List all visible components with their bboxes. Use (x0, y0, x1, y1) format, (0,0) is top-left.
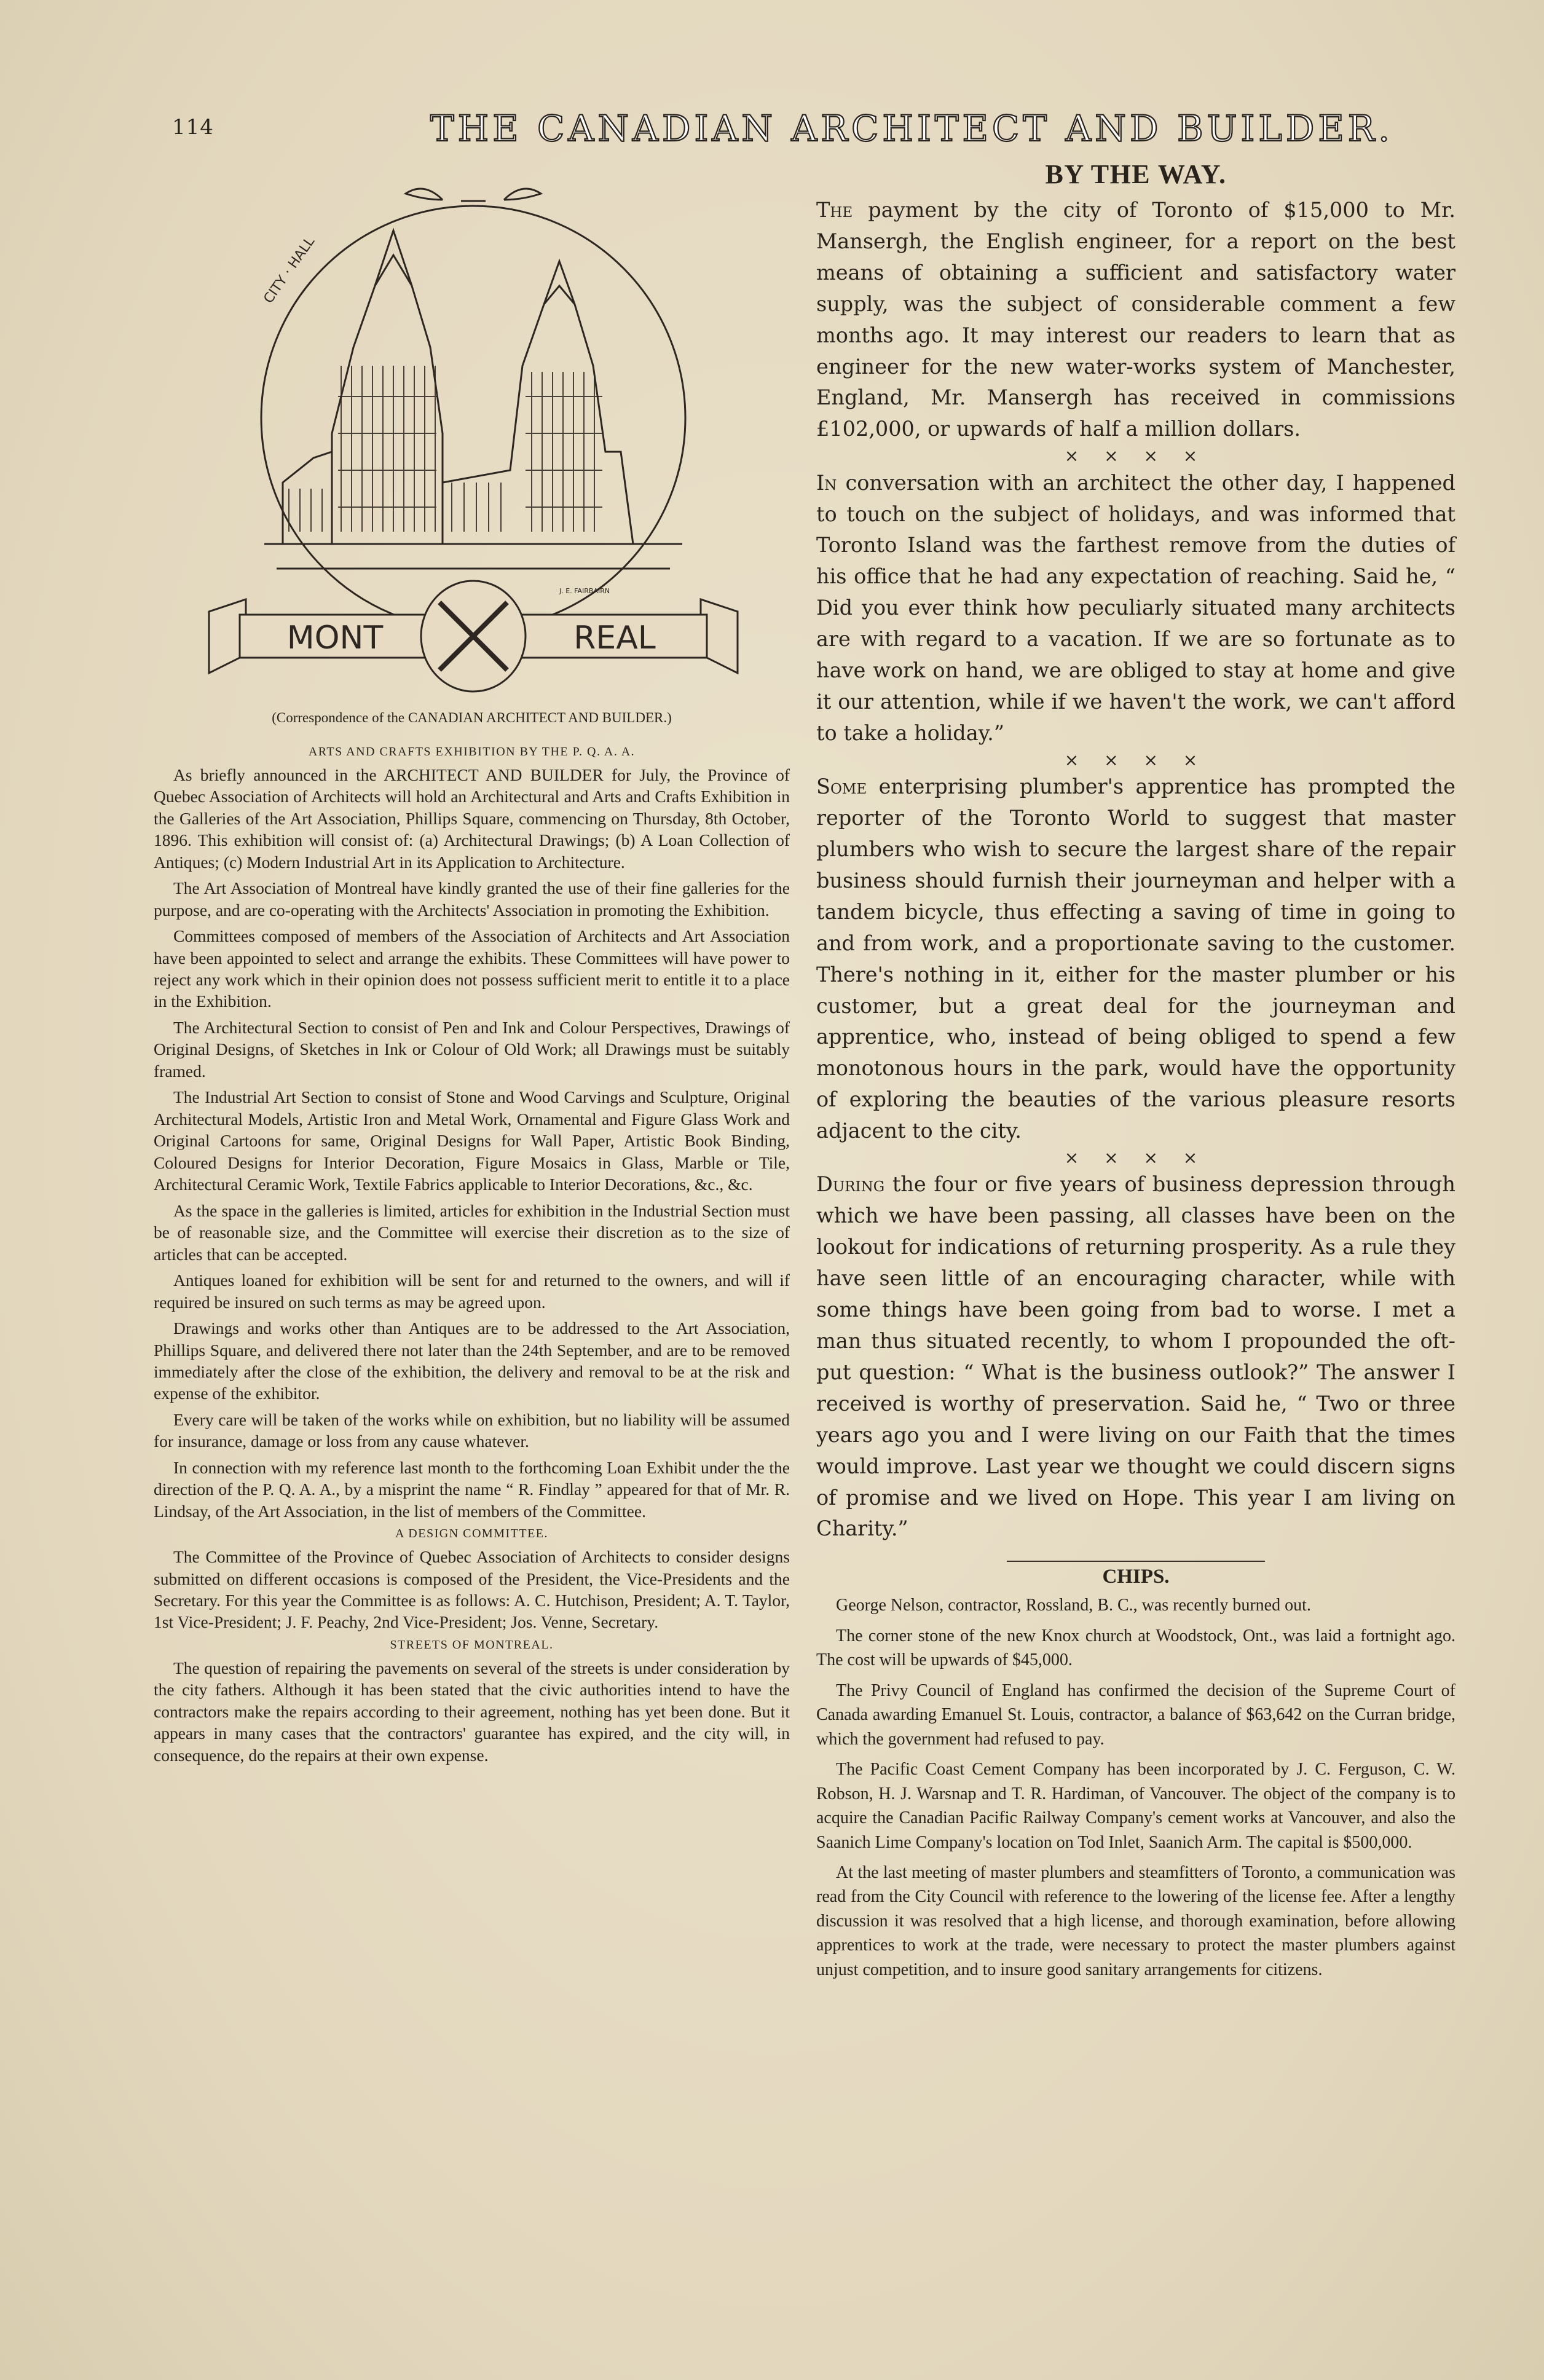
page-number: 114 (172, 115, 214, 140)
chip-item: The Privy Council of England has confirmed the decision of the Supreme Court of Canada awarding Emanuel St. Louis, contractor, a balance of $63,642 on the Curran bridge, which the government had refused to pay. (816, 1681, 1455, 1749)
chip-item: The corner stone of the new Knox church at Woodstock, Ont., was laid a fortnight ago. The cost will be upwards of $45,000. (816, 1626, 1455, 1670)
banner-left-text: MONT (286, 620, 384, 656)
right-column (816, 159, 1455, 2285)
lead-word: Some (816, 774, 867, 799)
left-article (154, 741, 790, 1770)
paragraph: The Committee of the Province of Quebec Association of Architects to consider designs submitted on different occasions is composed of the President, the Vice-Presidents and the Secretary. For this year the Committee is as follows: A. C. Hutchison, President; A. T. Taylor, 1st Vice-President; J. F. Peachy, 2nd Vice-President; Jos. Venne, Secretary. (154, 1547, 790, 1632)
chip-item: George Nelson, contractor, Rossland, B. C., was recently burned out. (836, 1596, 1311, 1615)
paragraph: The question of repairing the pavements on several of the streets is under consideration by the city fathers. Although it has been stated that the civic authorities intend to have the contractors make the repairs according to their agreement, nothing has yet been done. But it appears in many cases that the contractors' guarantee has expired, and the city will, in consequence, do the repairs at their own expense. (154, 1658, 790, 1765)
by-the-way-items (816, 195, 1455, 1545)
item-text: the four or five years of business depression through which we have been passing, all classes have been on the lookout for indications of returning prosperity. As a rule they have seen little of an encouraging character, while with some things have been going from bad to worse. I met a man thus situated recently, to whom I propounded the oft-put question: “ What is the business outlook?” The answer I received is worthy of preservation. Said he, “ Two or three years ago you and I were living on our Faith that the times would improve. Last year we thought we could discern signs of promise and we lived on Hope. This year I am living on Charity.” (816, 1172, 1455, 1541)
separator: × × × × (1064, 1148, 1208, 1168)
paragraph: Committees composed of members of the Association of Architects and Art Association have been appointed to select and arrange the exhibits. These Committees will have power to reject any work which in their opinion does not possess sufficient merit to entitle it to a place in the Exhibition. (154, 926, 790, 1011)
left-column (154, 163, 790, 2277)
lead-word: In (816, 470, 837, 495)
item-text: enterprising plumber's apprentice has prompted the reporter of the Toronto World to suggest that master plumbers who wish to secure the largest share of the repair business should furnish their journeyman and helper with a tandem bicycle, thus effecting a saving of time in going to and from work, and a proportionate saving to the customer. There's nothing in it, either for the master plumber or his customer, but a great deal for the journeyman and apprentice, who, instead of being obliged to spend a few monotonous hours in the park, would have the opportunity of exploring the beauties of the various pleasure resorts adjacent to the city. (816, 774, 1455, 1143)
paragraph: The Industrial Art Section to consist of Stone and Wood Carvings and Sculpture, Original Architectural Models, Artistic Iron and Metal Work, Ornamental and Figure Glass Work and Original Cartoons for same, Original Designs for Wall Paper, Artistic Book Binding, Coloured Designs for Interior Decoration, Figure Mosaics in Glass, Marble or Tile, Architectural Ceramic Work, Textile Fabrics applicable to Interior Decorations, &c., &c. (154, 1087, 790, 1194)
city-hall-illustration (191, 163, 756, 704)
editorial-item (816, 195, 1455, 445)
paragraph: Every care will be taken of the works while on exhibition, but no liability will be assumed for insurance, damage or loss from any cause whatever. (154, 1409, 790, 1451)
paragraph: The Architectural Section to consist of Pen and Ink and Colour Perspectives, Drawings of Original Designs, of Sketches in Ink or Colour of Old Work; all Drawings must be suitably framed. (154, 1017, 790, 1081)
section-heading: ARTS AND CRAFTS EXHIBITION BY THE P. Q. A. A. (308, 745, 636, 759)
page-header (172, 108, 1393, 151)
paragraph: The Art Association of Montreal have kindly granted the use of their fine galleries for the purpose, and are co-operating with the Architects' Association in promoting the Exhibition. (154, 878, 790, 920)
item-text: conversation with an architect the other day, I happened to touch on the subject of holidays, and was informed that Toronto Island was the farthest remove from the duties of his office that he had any expectation of reaching. Said he, “ Did you ever think how peculiarly situated many architects are with regard to a vacation. If we are so fortunate as to have work on hand, we are obliged to stay at home and give it our attention, while if we haven't the work, we can't afford to take a holiday.” (816, 470, 1455, 745)
separator: × × × × (1064, 446, 1208, 467)
divider (1007, 1561, 1265, 1562)
paragraph: In connection with my reference last month to the forthcoming Loan Exhibit under the the direction of the P. Q. A. A., by a misprint the name “ R. Findlay ” appeared for that of Mr. R. Lindsay, of the Art Association, in the list of members of the Committee. (154, 1457, 790, 1521)
paragraph: As the space in the galleries is limited, articles for exhibition in the Industrial Section must be of reasonable size, and the Committee will exercise their discretion as to the size of articles that can be accepted. (154, 1200, 790, 1264)
separator: × × × × (1064, 749, 1208, 770)
lead-word: The (816, 198, 853, 222)
editorial-item (816, 468, 1455, 749)
chip-item: The Pacific Coast Cement Company has been incorporated by J. C. Ferguson, C. W. Robson, H. J. Warsnap and T. R. Hardiman, of Vancouver. The object of the company is to acquire the Canadian Pacific Railway Company's cement works at Vancouver, and also the Saanich Lime Company's location on Tod Inlet, Saanich Arm. The capital is $500,000. (816, 1760, 1455, 1852)
lead-word: During (816, 1172, 885, 1197)
arc-label: CITY · HALL (261, 234, 318, 307)
paragraph: Antiques loaned for exhibition will be sent for and returned to the owners, and will if required be insured on such terms as may be agreed upon. (154, 1271, 790, 1312)
artist-signature: J. E. FAIRBAIRN (559, 587, 610, 595)
chip-item: At the last meeting of master plumbers and steamfitters of Toronto, a communication was read from the City Council with reference to the lowering of the license fee. After a lengthy discussion it was resolved that a high license, and thorough examination, before allowing apprentices to work at the trade, were necessary to protect the master plumbers against unjust competition, and to insure good sanitary arrangements for citizens. (816, 1863, 1455, 1979)
editorial-item (816, 771, 1455, 1147)
section-heading: A DESIGN COMMITTEE. (395, 1527, 549, 1541)
section-heading: STREETS OF MONTREAL. (390, 1637, 554, 1652)
chips-title: CHIPS. (1102, 1566, 1170, 1588)
running-title: THE CANADIAN ARCHITECT AND BUILDER. (430, 108, 1393, 149)
paragraph: Drawings and works other than Antiques are to be addressed to the Art Association, Phillips Square, and delivered there not later than the 24th September, and are to be removed immediately after the close of the exhibition, the delivery and removal to be at the risk and expense of the exhibitor. (154, 1318, 790, 1403)
editorial-item (816, 1169, 1455, 1545)
paragraph: As briefly announced in the ARCHITECT AND BUILDER for July, the Province of Quebec Association of Architects will hold an Architectural and Arts and Crafts Exhibition in the Galleries of the Art Association, Phillips Square, commencing on Thursday, 8th October, 1896. This exhibition will consist of: (a) Architectural Drawings; (b) A Loan Collection of Antiques; (c) Modern Industrial Art in its Application to Architecture. (154, 765, 790, 872)
illustration-caption: (Correspondence of the CANADIAN ARCHITECT AND BUILDER.) (272, 710, 672, 725)
item-text: payment by the city of Toronto of $15,000 to Mr. Mansergh, the English engineer, for a report on the best means of obtaining a sufficient and satisfactory water supply, was the subject of considerable comment a few months ago. It may interest our readers to learn that as engineer for the new water-works system of Manchester, England, Mr. Mansergh has received in commissions £102,000, or upwards of half a million dollars. (816, 198, 1455, 441)
banner-right-text: REAL (573, 620, 656, 656)
by-the-way-title: BY THE WAY. (1045, 159, 1227, 189)
chips-list (816, 1593, 1455, 1982)
